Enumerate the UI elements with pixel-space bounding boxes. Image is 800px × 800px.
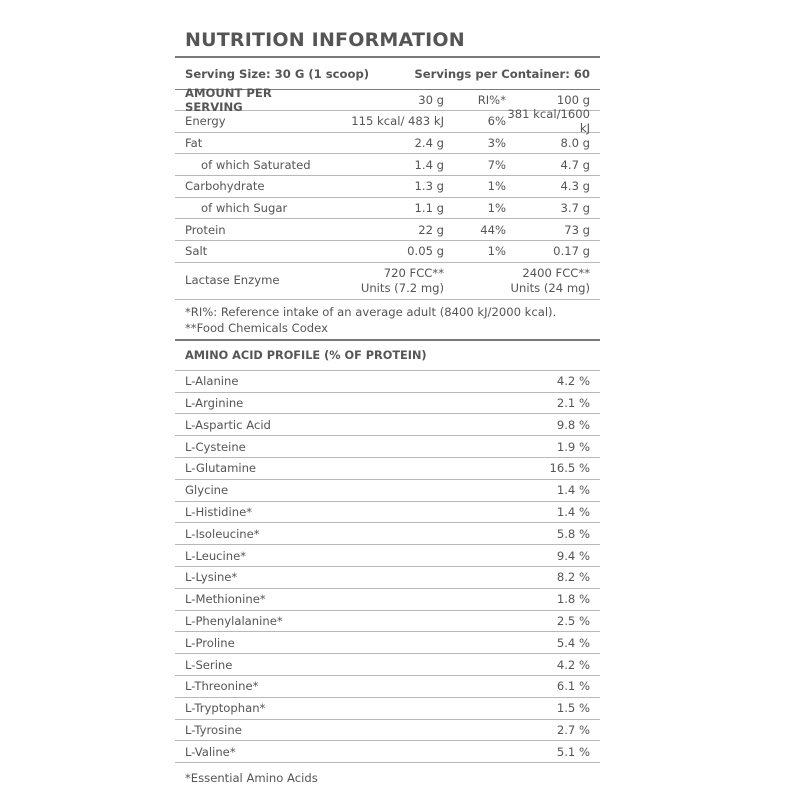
nutrient-label: Carbohydrate (185, 179, 265, 194)
serving-size: Serving Size: 30 G (1 scoop) (185, 66, 370, 81)
servings-per-container: Servings per Container: 60 (414, 66, 590, 81)
lactase-per-serving-line2: Units (7.2 mg) (360, 280, 444, 295)
per-serving-value: 1.3 g (414, 179, 444, 194)
page-title: NUTRITION INFORMATION (185, 29, 465, 51)
ri-value: 1% (487, 179, 506, 194)
nutrition-row (175, 107, 600, 136)
header-per-100g: 100 g (556, 93, 590, 107)
ri-value: 6% (487, 114, 506, 129)
per-serving-value: 1.4 g (414, 157, 444, 172)
amino-acid-name: L-Phenylalanine* (185, 613, 283, 628)
lactase-per-100g-line2: Units (24 mg) (510, 280, 590, 295)
amino-acid-value: 1.4 % (556, 504, 590, 519)
lactase-label: Lactase Enzyme (185, 273, 280, 288)
amino-acid-row (175, 480, 600, 501)
amino-acid-row (175, 371, 600, 392)
amino-acid-name: L-Arginine (185, 396, 244, 410)
amino-acid-row (175, 567, 600, 588)
amino-acid-row (175, 654, 600, 675)
per-100g-value: 73 g (564, 222, 590, 237)
amino-acid-name: L-Tyrosine (185, 722, 242, 737)
amino-acid-row (175, 698, 600, 719)
nutrient-label: Salt (185, 244, 208, 259)
nutrient-label: Protein (185, 222, 226, 237)
amino-acid-value: 5.4 % (556, 635, 590, 650)
per-serving-value: 22 g (418, 222, 444, 237)
amino-acid-name: L-Serine (185, 657, 233, 672)
per-100g-value: 381 kcal/1600 kJ (507, 107, 590, 136)
serving-info-row (175, 58, 600, 89)
amino-acid-value: 8.2 % (556, 570, 590, 585)
amino-acid-value: 16.5 % (549, 461, 590, 476)
amino-acid-value: 9.4 % (556, 548, 590, 563)
per-100g-value: 8.0 g (560, 136, 590, 151)
amino-acid-name: L-Aspartic Acid (185, 417, 271, 432)
per-100g-value: 3.7 g (560, 201, 590, 216)
amino-acid-row (175, 436, 600, 457)
ri-value: 3% (487, 136, 506, 151)
amino-acid-value: 9.8 % (556, 417, 590, 432)
amino-acid-value: 2.1 % (556, 396, 590, 410)
footnote-ri: *RI%: Reference intake of an average adult (8400 kJ/2000 kcal). (185, 304, 557, 319)
per-100g-value: 4.7 g (560, 157, 590, 172)
amino-acid-row (175, 458, 600, 479)
amino-acid-row (175, 589, 600, 610)
amino-acid-name: L-Lysine* (185, 570, 238, 585)
amino-acid-name: L-Glutamine (185, 461, 257, 476)
amino-acid-row (175, 523, 600, 544)
amino-acid-name: L-Isoleucine* (185, 526, 260, 541)
nutrition-rows (175, 107, 600, 263)
amino-acid-row (175, 676, 600, 697)
nutrient-label: of which Sugar (201, 201, 288, 216)
per-serving-value: 1.1 g (414, 201, 444, 216)
amino-acid-value: 5.1 % (556, 744, 590, 759)
amino-acid-value: 6.1 % (556, 679, 590, 694)
lactase-per-100g (506, 266, 590, 296)
ri-value: 44% (480, 222, 506, 237)
amino-acid-row (175, 502, 600, 523)
nutrition-row (175, 219, 600, 240)
per-serving-value: 2.4 g (414, 136, 444, 151)
nutrition-row (175, 176, 600, 197)
amino-acid-value: 4.2 % (556, 657, 590, 672)
amino-acid-name: L-Proline (185, 635, 235, 650)
amino-acid-name: L-Methionine* (185, 592, 266, 607)
amino-acid-value: 1.9 % (556, 439, 590, 454)
ri-value: 7% (487, 157, 506, 172)
amino-acid-row (175, 611, 600, 632)
amino-acid-row (175, 741, 600, 762)
amino-acid-value: 1.4 % (556, 483, 590, 498)
nutrient-label: Energy (185, 114, 226, 129)
amino-acid-name: Glycine (185, 483, 229, 498)
amino-acid-row (175, 393, 600, 414)
amino-acid-name: L-Tryptophan* (185, 701, 266, 716)
nutrient-label: Fat (185, 136, 203, 151)
amino-acid-value: 2.7 % (556, 722, 590, 737)
amino-acid-name: L-Valine* (185, 744, 236, 759)
amino-acid-name: L-Threonine* (185, 679, 259, 694)
amino-acid-value: 2.5 % (556, 613, 590, 628)
per-serving-value: 115 kcal/ 483 kJ (351, 114, 444, 129)
lactase-per-serving-line1: 720 FCC** (383, 265, 444, 280)
lactase-per-100g-line1: 2400 FCC** (522, 265, 590, 280)
header-per-serving: 30 g (418, 93, 444, 107)
amino-acid-name: L-Leucine* (185, 548, 247, 563)
footnote-fcc: **Food Chemicals Codex (185, 320, 328, 335)
amino-acid-row (175, 414, 600, 435)
amino-footnote: *Essential Amino Acids (185, 771, 318, 786)
amino-acid-value: 5.8 % (556, 526, 590, 541)
nutrient-label: of which Saturated (201, 157, 311, 172)
amino-acid-row (175, 720, 600, 741)
ri-value: 1% (487, 201, 506, 216)
amino-profile-header: AMINO ACID PROFILE (% OF PROTEIN) (185, 348, 427, 362)
per-serving-value: 0.05 g (407, 244, 444, 259)
per-100g-value: 0.17 g (553, 244, 590, 259)
amino-acid-value: 4.2 % (556, 374, 590, 389)
nutrition-row (175, 241, 600, 262)
amino-acid-name: L-Histidine* (185, 504, 253, 519)
amino-acid-value: 1.8 % (556, 592, 590, 607)
header-ri: RI%* (477, 93, 506, 107)
amino-acid-row (175, 545, 600, 566)
nutrition-row (175, 133, 600, 154)
header-amount-per-serving: AMOUNT PER SERVING (185, 86, 272, 114)
nutrition-row (175, 198, 600, 219)
footnotes (175, 300, 600, 339)
nutrition-panel (175, 22, 600, 793)
ri-value: 1% (487, 244, 506, 259)
lactase-per-serving (324, 266, 444, 296)
amino-acid-value: 1.5 % (556, 701, 590, 716)
amino-acid-row (175, 632, 600, 653)
amino-rows (175, 371, 600, 763)
amino-acid-name: L-Alanine (185, 374, 239, 389)
amino-acid-name: L-Cysteine (185, 439, 246, 454)
nutrition-row (175, 154, 600, 175)
per-100g-value: 4.3 g (560, 179, 590, 194)
lactase-row (175, 263, 600, 299)
